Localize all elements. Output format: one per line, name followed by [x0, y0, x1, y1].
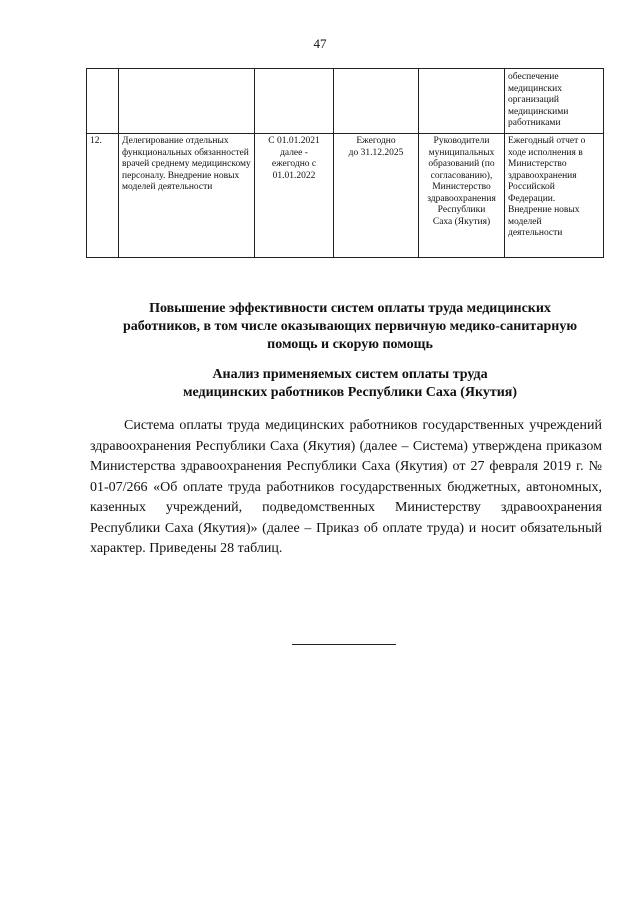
section-heading: [90, 300, 610, 354]
table-cell: [505, 69, 604, 134]
table-row: [87, 134, 604, 258]
result-text: Ежегодный отчет о ходе исполнения в Министерство здравоохранения Российской Федерации. Внедрение новых моделей деятельности: [508, 136, 586, 238]
activity-text: Делегирование отдельных функциональных обязанностей врачей среднему медицинскому персоналу. Внедрение новых моделей деятельности: [122, 136, 251, 192]
periodicity-cell: [334, 134, 419, 258]
row-number: 12.: [90, 136, 102, 146]
end-divider: [292, 644, 396, 645]
table-cell: [419, 69, 505, 134]
heading-line: Анализ применяемых систем оплаты труда: [212, 367, 488, 382]
body-paragraph: Система оплаты труда медицинских работников государственных учреждений здравоохранения Республики Саха (Якутия) (далее – Система) утверждена приказом Министерства здравоохранения Республики Саха (Якутия) от 27 февраля 2019 г. № 01-07/266 «Об оплате труда работников государственных бюджетных, автономных, казенных учреждений, подведомственных Министерству здравоохранения Республики Саха (Якутия)» (далее – Приказ об оплате труда) и носит обязательный характер. Приведены 28 таблиц.: [90, 418, 602, 556]
deadline-text: С 01.01.2021 далее - ежегодно с 01.01.2022: [268, 136, 320, 181]
responsible-cell: [419, 134, 505, 258]
table-row: [87, 69, 604, 134]
periodicity-text: Ежегодно до 31.12.2025: [348, 136, 404, 158]
row-number-cell: [87, 134, 119, 258]
table-cell: [334, 69, 419, 134]
responsible-text: Руководители муниципальных образований (по согласованию), Министерство здравоохранения Республики Саха (Якутия): [427, 136, 496, 227]
table-cell: [255, 69, 334, 134]
deadline-cell: [255, 134, 334, 258]
heading-line: помощь и скорую помощь: [267, 337, 433, 352]
heading-line: Повышение эффективности систем оплаты труда медицинских: [149, 301, 551, 316]
result-text: обеспечение медицинских организаций медицинскими работниками: [508, 72, 569, 128]
page-number: 47: [313, 36, 327, 51]
measures-table: [86, 68, 604, 258]
table-cell: [87, 69, 119, 134]
activity-cell: [119, 134, 255, 258]
result-cell: [505, 134, 604, 258]
heading-line: медицинских работников Республики Саха (Якутия): [182, 385, 518, 400]
heading-line: работников, в том числе оказывающих первичную медико-санитарную: [122, 319, 578, 334]
subsection-heading: [90, 366, 610, 402]
table-cell: [119, 69, 255, 134]
